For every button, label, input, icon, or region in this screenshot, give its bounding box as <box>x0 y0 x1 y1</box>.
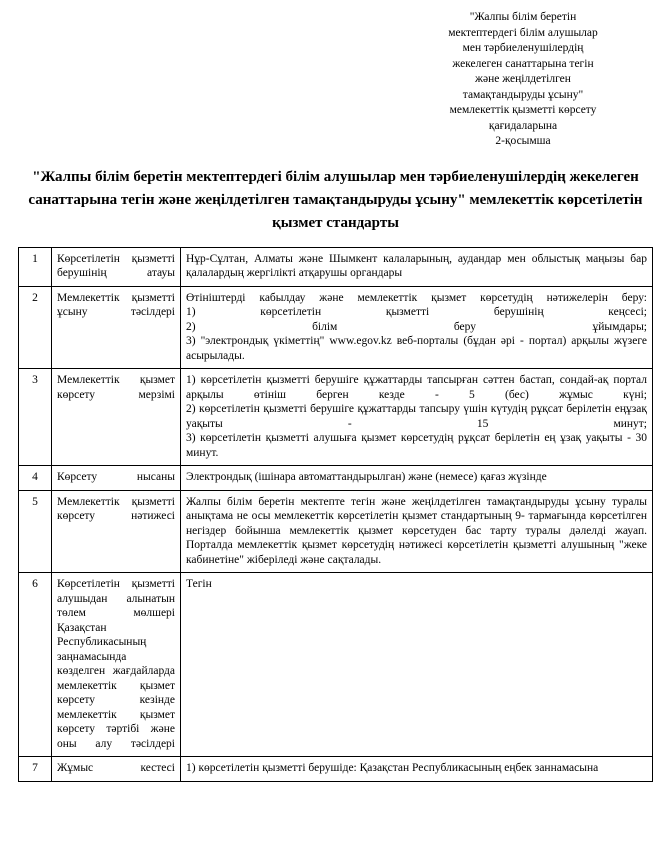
row-label: Мемлекеттік қызметті көрсету нәтижесі <box>52 490 181 573</box>
header-line: "Жалпы білім беретін <box>469 11 577 23</box>
row-paragraph: 1) көрсетілетін қызметті берушіге құжаттарды тапсырған сәттен бастап, сондай-ақ портал арқылы өтініш берген кезде - 5 (бес) жұмыс күні; <box>186 374 647 401</box>
row-number: 4 <box>19 466 52 491</box>
table-row <box>19 247 653 286</box>
row-number: 5 <box>19 490 52 573</box>
table-row <box>19 757 653 782</box>
table-row <box>19 286 653 369</box>
row-paragraph: 2) көрсетілетін қызметті берушіге құжаттарды тапсыру үшін күтудің рұқсат берілетін еңұзақ уақыты - 15 минут; <box>186 403 647 430</box>
row-paragraph: Нұр-Сұлтан, Алматы және Шымкент калаларының, аудандар мен облыстық маңызы бар қалалардың жергілікті атқарушы органдары <box>186 252 647 279</box>
service-standard-table <box>18 247 653 782</box>
row-paragraph: Жалпы білім беретін мектепте тегін және жеңілдетілген тамақтандыруды ұсыну туралы анықтама не осы мемлекеттік көрсетілетін қызмет стандартының 9- тармағында көрсетілген негіздер бойынша мемлекеттік қызмет көрсетуден бас тарту туралы дәлелді жауап. <box>186 495 647 537</box>
row-content <box>181 573 653 757</box>
row-paragraph: Электрондық (ішінара автоматтандырылган) және (немесе) қағаз жүзінде <box>186 471 547 483</box>
header-line: мектептердегі білім алушылар <box>448 26 598 39</box>
row-label: Жұмыс кестесі <box>52 757 181 782</box>
row-label: Мемлекеттік қызмет көрсету мерзімі <box>52 369 181 466</box>
table-row <box>19 466 653 491</box>
row-content <box>181 466 653 491</box>
row-number: 2 <box>19 286 52 369</box>
row-paragraph: Өтініштерді кабылдау және мемлекеттік қызмет көрсетудің нәтижелерін беру: <box>186 291 647 304</box>
header-line: жекелеген санаттарына тегін <box>452 57 594 70</box>
row-paragraph: 3) көрсетілетін қызметті алушыға қызмет көрсетудің рұқсат берілетін ең ұзақ уақыты - 30 минут. <box>186 432 647 459</box>
header-line: 2-қосымша <box>495 135 551 147</box>
header-annex-reference <box>393 10 653 150</box>
page-title: "Жалпы білім беретін мектептердегі білім алушылар мен тәрбиеленушілердің жекелеген санаттарына тегін және жеңілдетілген тамақтандыруды ұсыну" мемлекеттік көрсетілетін қызмет стандарты <box>28 168 643 231</box>
document-header <box>18 10 653 150</box>
row-content <box>181 757 653 782</box>
row-number: 6 <box>19 573 52 757</box>
row-label: Көрсету нысаны <box>52 466 181 491</box>
row-paragraph: Тегін <box>186 578 212 590</box>
table-row <box>19 573 653 757</box>
row-content <box>181 247 653 286</box>
row-paragraph: 3) "электрондық үкіметтің" www.egov.kz веб-порталы (бұдан әрі - портал) арқылы жүзеге асырылады. <box>186 335 647 362</box>
row-number: 3 <box>19 369 52 466</box>
table-row <box>19 490 653 573</box>
row-paragraph: 1) көрсетілетін қызметті берушіде: Қазақстан Республикасының еңбек заннамасына <box>186 762 599 774</box>
row-content <box>181 286 653 369</box>
header-line: тамақтандыруды ұсыну" <box>462 88 584 101</box>
row-label: Көрсетілетін қызметті берушінің атауы <box>52 247 181 286</box>
header-line: және жеңілдетілген <box>475 73 571 85</box>
row-content <box>181 490 653 573</box>
row-paragraph: 1) көрсетілетін қызметті берушінің кеңсесі; <box>186 306 647 318</box>
row-content <box>181 369 653 466</box>
row-number: 1 <box>19 247 52 286</box>
header-line: қағидаларына <box>488 119 558 132</box>
row-paragraph: Порталда мемлекеттік қызмет көрсетудің нәтижесі көрсетілетін қызметті алушының "жеке кабинетіне" жіберіледі және сақталады. <box>186 539 647 566</box>
header-line: мемлекеттік қызметті көрсету <box>449 104 597 116</box>
row-label: Көрсетілетін қызметті алушыдан алынатын төлем мөлшері Қазақстан Республикасының заңнамасында көзделген жағдайларда мемлекеттік қызмет көрсету кезінде мемлекеттік қызмет көрсету тәртібі және оны алу тәсілдері <box>52 573 181 757</box>
row-number: 7 <box>19 757 52 782</box>
header-line: мен тәрбиеленушілердің <box>462 42 584 54</box>
table-row <box>19 369 653 466</box>
row-paragraph: 2) білім беру ұйымдары; <box>186 320 647 333</box>
row-label: Мемлекеттік қызметті ұсыну тәсілдері <box>52 286 181 369</box>
